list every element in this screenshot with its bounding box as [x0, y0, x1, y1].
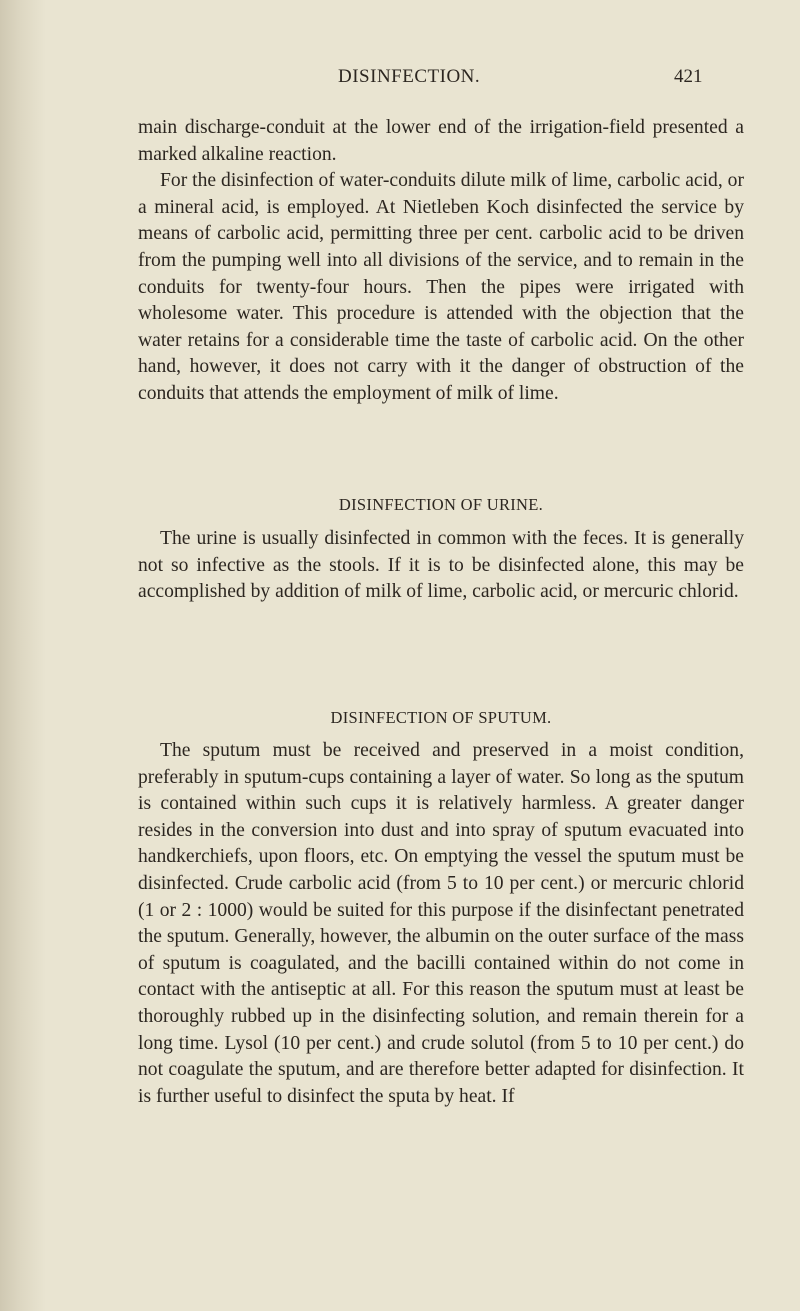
paragraph-water-conduits: For the disinfection of water-conduits dilute milk of lime, carbolic acid, or a mineral acid, is employed. At Nietleben Koch disinfected the service by means of carbolic acid, permitting three per cent. carbolic acid to be driven from the pumping well into all divisions of the service, and to remain in the conduits for twenty-four hours. Then the pipes were irrigated with wholesome water. This procedure is attended with the objection that the water retains for a considerable time the taste of carbolic acid. On the other hand, however, it does not carry with it the danger of obstruction of the conduits that attends the employment of milk of lime.	[138, 170, 744, 404]
heading-disinfection-of-urine: DISINFECTION OF URINE.	[338, 495, 544, 514]
section-water-conduits	[138, 115, 744, 408]
section-urine	[138, 526, 744, 606]
paragraph-continued: main discharge-conduit at the lower end of the irrigation-field presented a marked alkaline reaction.	[138, 117, 744, 165]
paragraph-sputum: The sputum must be received and preserved in a moist condition, preferably in sputum-cups containing a layer of water. So long as the sputum is contained within such cups it is relatively harmless. A greater danger resides in the conversion into dust and into spray of sputum evacuated into handkerchiefs, upon floors, etc. On emptying the vessel the sputum must be disinfected. Crude carbolic acid (from 5 to 10 per cent.) or mercuric chlorid (1 or 2 : 1000) would be suited for this purpose if the disinfectant penetrated the sputum. Generally, however, the albumin on the outer surface of the mass of sputum is coagulated, and the bacilli contained within do not come in contact with the antiseptic at all. For this reason the sputum must at least be thoroughly rubbed up in the disinfecting solution, and remain therein for a long time. Lysol (10 per cent.) and crude solutol (from 5 to 10 per cent.) do not coagulate the sputum, and are therefore better adapted for disinfection. It is further useful to disinfect the sputa by heat. If	[138, 740, 744, 1107]
paragraph-urine: The urine is usually disinfected in common with the feces. It is generally not so infective as the stools. If it is to be disinfected alone, this may be accomplished by addition of milk of lime, carbolic acid, or mercuric chlorid.	[138, 528, 744, 603]
running-head: DISINFECTION.	[338, 66, 481, 87]
heading-disinfection-of-sputum: DISINFECTION OF SPUTUM.	[330, 708, 552, 727]
section-sputum	[138, 738, 744, 1110]
page-number: 421	[674, 66, 703, 87]
